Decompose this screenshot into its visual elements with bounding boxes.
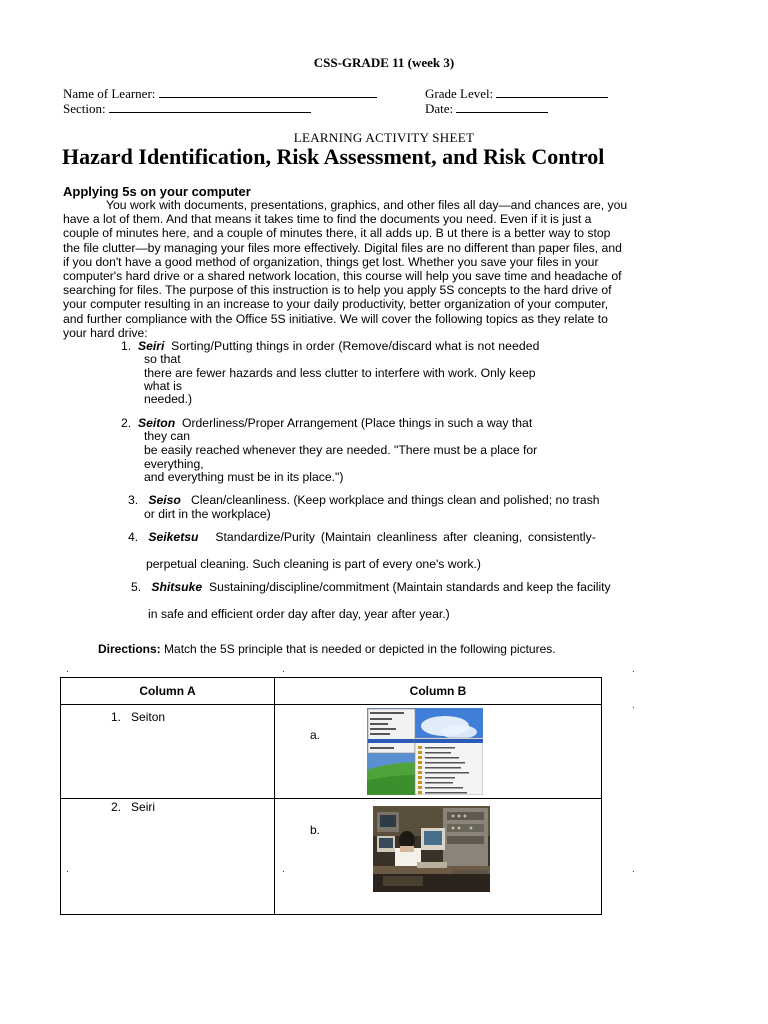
stray-mark: . <box>282 664 285 675</box>
column-a-item <box>111 800 155 814</box>
principle-item-seiso <box>128 494 600 508</box>
table-row <box>61 799 602 915</box>
column-a-cell <box>61 705 275 799</box>
principle-term: Seiso <box>148 493 181 507</box>
section-blank[interactable] <box>109 100 311 113</box>
date-label: Date: <box>425 101 454 116</box>
intro-line: You work with documents, presentations, graphics, and other files all day—and chances are, you <box>106 198 628 212</box>
date-field[interactable] <box>425 100 548 117</box>
page-title: Hazard Identification, Risk Assessment, and Risk Control <box>62 144 605 169</box>
principle-number: 5. <box>131 580 142 594</box>
principle-text: needed.) <box>144 392 193 406</box>
principle-term: Shitsuke <box>151 580 203 594</box>
choice-letter: a. <box>310 728 321 742</box>
item-text: Seiri <box>131 800 156 814</box>
column-b-cell <box>275 705 602 799</box>
principle-item-seiketsu <box>128 531 596 545</box>
item-text: Seiton <box>131 710 166 724</box>
section-subheading: Applying 5s on your computer <box>63 184 251 199</box>
principle-number: 1. <box>121 339 132 353</box>
windows-send-to-menu-image <box>367 708 483 795</box>
column-a-cell <box>61 799 275 915</box>
principle-text: Clean/cleanliness. (Keep workplace and things clean and polished; no trash <box>191 493 600 507</box>
matching-table <box>60 677 602 915</box>
principle-item-seiri <box>121 340 540 354</box>
principle-text: Standardize/Purity (Maintain cleanliness after cleaning, consistently- <box>215 530 596 544</box>
item-number: 1. <box>111 710 122 724</box>
directions <box>98 642 556 656</box>
intro-line: your computer resulting in an increase to your daily productivity, better organization of your computer, <box>63 297 609 312</box>
intro-line: if you don't have a good method of organization, things get lost. Whether you save your files in your <box>63 254 599 269</box>
principle-text: they can <box>144 429 191 443</box>
table-header-row <box>61 678 602 705</box>
stray-mark: . <box>66 664 69 675</box>
name-blank[interactable] <box>159 85 377 98</box>
intro-line: have a lot of them. And that means it takes time to find the documents you need. Even if it is just a <box>63 212 592 227</box>
principle-term: Seiketsu <box>148 530 199 544</box>
principle-text: in safe and efficient order day after day, year after year.) <box>148 607 450 621</box>
principle-text: everything, <box>144 457 204 471</box>
column-b-header: Column B <box>275 678 602 705</box>
principle-text: Orderliness/Proper Arrangement (Place things in such a way that <box>181 416 533 430</box>
principle-text: be easily reached whenever they are needed. "There must be a place for <box>144 443 538 457</box>
stray-mark: . <box>632 664 635 675</box>
principle-text: what is <box>144 379 182 393</box>
cluttered-workstation-photo <box>373 806 490 892</box>
name-label: Name of Learner: <box>63 86 156 101</box>
table-row <box>61 705 602 799</box>
principle-text: there are fewer hazards and less clutter to interfere with work. Only keep <box>144 366 536 380</box>
choice-letter: b. <box>310 823 321 837</box>
item-number: 2. <box>111 800 122 814</box>
principle-text: Sustaining/discipline/commitment (Maintain standards and keep the facility <box>208 580 611 594</box>
principle-text: or dirt in the workplace) <box>144 507 271 521</box>
stray-mark: . <box>632 700 635 711</box>
intro-line: searching for files. The purpose of this instruction is to help you apply 5S concepts to the hard drive of <box>63 283 612 298</box>
stray-mark: . <box>632 864 635 875</box>
principle-item-shitsuke <box>131 581 611 595</box>
principle-text: Sorting/Putting things in order (Remove/discard what is not needed <box>171 339 540 353</box>
section-field[interactable] <box>63 100 311 117</box>
directions-label: Directions: <box>98 642 161 656</box>
principle-text: so that <box>144 352 181 366</box>
date-blank[interactable] <box>456 100 548 113</box>
intro-line: your hard drive: <box>63 325 148 340</box>
intro-line: computer's hard drive or a shared network location, this course will help you save time and headache of <box>63 269 622 284</box>
principle-text: perpetual cleaning. Such cleaning is part of every one's work.) <box>146 557 481 571</box>
course-heading: CSS-GRADE 11 (week 3) <box>313 55 455 70</box>
stray-mark: . <box>66 864 69 875</box>
principle-number: 3. <box>128 493 139 507</box>
directions-text: Match the 5S principle that is needed or depicted in the following pictures. <box>164 642 556 656</box>
principle-text: and everything must be in its place.") <box>144 470 344 484</box>
intro-line: and further compliance with the Office 5S initiative. We will cover the following topics as they relate to <box>63 311 608 326</box>
intro-line: couple of minutes here, and a couple of minutes there, it all adds up. B ut there is a better way to stop <box>63 226 611 241</box>
grade-label: Grade Level: <box>425 86 494 101</box>
principle-term: Seiton <box>137 416 176 430</box>
column-a-header: Column A <box>61 678 275 705</box>
grade-blank[interactable] <box>496 85 608 98</box>
intro-line: the file clutter—by managing your files more effectively. Digital files are no different than paper files, and <box>63 240 622 255</box>
column-b-cell <box>275 799 602 915</box>
principle-number: 2. <box>121 416 132 430</box>
principle-number: 4. <box>128 530 139 544</box>
intro-paragraph <box>63 198 703 340</box>
principle-term: Seiri <box>137 339 165 353</box>
sheet-label: LEARNING ACTIVITY SHEET <box>293 130 475 145</box>
column-a-item <box>111 710 165 724</box>
section-label: Section: <box>63 101 106 116</box>
stray-mark: . <box>282 864 285 875</box>
